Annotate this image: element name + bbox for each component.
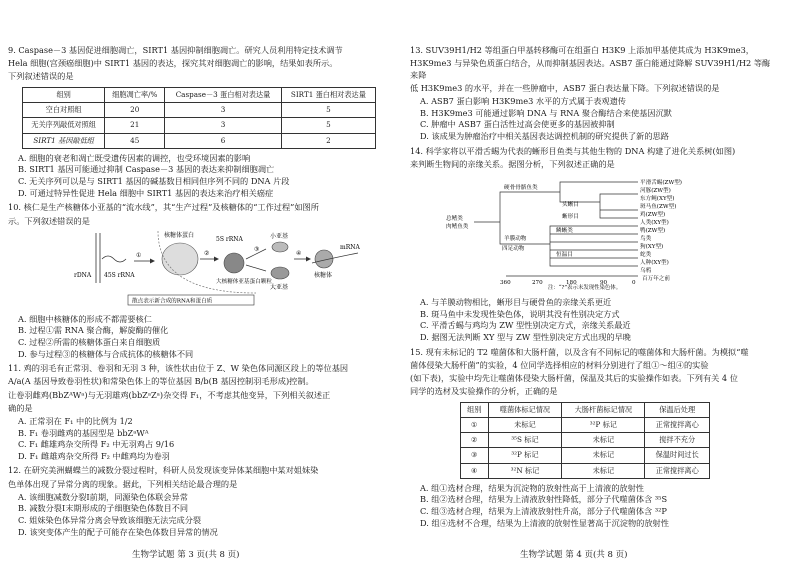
q10-option-a: A. 细胞中核糖体的形成不都需要核仁 — [18, 313, 152, 324]
q13-option-c: C. 肿瘤中 ASB7 蛋白活性过高会使更多的基因被抑制 — [420, 119, 615, 130]
table-row — [23, 118, 376, 133]
question-9 — [8, 45, 376, 199]
taxon-label: 斑马鱼(ZW型) — [640, 204, 677, 211]
left-page-footer: 生物学试题 第 3 页(共 8 页) — [132, 550, 240, 560]
table-header: 大肠杆菌标记情况 — [562, 402, 645, 417]
q12-option-d: D. 该突变体产生的配子可能存在染色体数目异常的情况 — [18, 526, 218, 537]
q15-table — [460, 402, 710, 479]
table-cell: 20 — [105, 103, 165, 118]
table-row — [461, 448, 710, 463]
table-row — [461, 417, 710, 432]
tree-root-label: 总鳍类 — [446, 216, 463, 223]
figure-caption: 注：“?”表示未发现性染色体。 — [548, 285, 622, 291]
table-cell: 搅拌不充分 — [645, 433, 710, 448]
table-header: 组别 — [461, 402, 489, 417]
rrna45s-label: 45S rRNA — [104, 272, 135, 280]
small-subunit-label: 小亚基 — [270, 233, 289, 241]
table-cell: SIRT1 基因敲低组 — [23, 133, 105, 148]
large-subunit-shape — [271, 267, 289, 279]
table-cell: 未标记 — [562, 433, 645, 448]
q14-figure — [410, 172, 778, 294]
q13-option-d: D. 该成果为肿瘤治疗中相关基因表达调控机制的研究提供了新的思路 — [420, 130, 669, 141]
table-cell: 45 — [105, 133, 165, 148]
table-cell: 未标记 — [488, 417, 562, 432]
question-11 — [8, 363, 376, 462]
q11-option-a: A. 正常羽在 F₁ 中的比例为 1/2 — [18, 415, 133, 426]
q15-option-c: C. 组③选材合理，结果为上清液放射性升高，部分子代噬菌体含 ³²P — [420, 506, 667, 517]
tree-group-label: 四足动物 — [502, 246, 525, 253]
q9-option-d: D. 可通过特异性促进 Hela 细胞中 SIRT1 基因的表达来治疗相关癌症 — [18, 187, 274, 198]
table-cell: 保温时间过长 — [645, 448, 710, 463]
table-header: SIRT1 蛋白相对表达量 — [281, 87, 375, 102]
q12-option-b: B. 减数分裂Ⅰ末期形成的子细胞染色体数目不同 — [18, 503, 189, 514]
axis-tick: 0 — [632, 280, 636, 287]
q12-option-a: A. 该细胞减数分裂Ⅰ前期，同源染色体联会异常 — [18, 491, 188, 502]
table-cell: 正常搅拌离心 — [645, 463, 710, 478]
q11-stem: 确的是 — [8, 402, 33, 413]
q15-option-d: D. 组④选材不合理，结果为上清液的放射性显著高于沉淀物的放射性 — [420, 517, 669, 528]
q10-option-d: D. 参与过程③的核糖体与合成抗体的核糖体不同 — [18, 348, 194, 359]
nucleolus-shape — [162, 243, 198, 275]
taxon-label: 东方鲀(XY型) — [640, 196, 675, 203]
axis-unit: 百万年之前 — [642, 276, 670, 283]
step-2-label: ② — [204, 250, 210, 258]
axis-tick: 90 — [600, 280, 608, 287]
table-cell: 无关序列敲低对照组 — [23, 118, 105, 133]
table-row — [23, 103, 376, 118]
taxon-label: 河豚(ZW型) — [640, 188, 671, 195]
q11-stem: 11. 鸡的羽毛有正常羽、卷羽和无羽 3 种，该性状由位于 Z、W 染色体同源区段上的等位基因 — [8, 363, 349, 374]
taxon-label: 蛇类 — [640, 252, 652, 259]
q12-stem: 色单体出现了异常分离的现象。据此，下列相关结论最合理的是 — [8, 478, 238, 489]
table-header: 细胞凋亡率/% — [105, 87, 165, 102]
taxon-label: 狗(XY型) — [640, 244, 664, 251]
phylogenetic-tree — [410, 172, 778, 290]
table-cell: 5 — [281, 118, 375, 133]
step-4-label: ④ — [296, 250, 302, 258]
taxon-label: 鸟类 — [640, 236, 652, 243]
table-cell: 空白对照组 — [23, 103, 105, 118]
table-cell: ① — [461, 417, 489, 432]
q9-stem: Hela 细胞(宫颈癌细胞)中 SIRT1 基因的表达，探究其对细胞凋亡的影响，结果如表所示。 — [8, 58, 338, 69]
q11-stem: 让卷羽雌鸡(BbZᴬWᵃ)与无羽雄鸡(bbZᵃZᵃ)杂交得 F₁，不考虑其他变异，下列相关叙述正 — [8, 389, 331, 400]
tree-group-label: 恒温目 — [556, 252, 573, 259]
q13-stem: 13. SUV39H1/H2 等组蛋白甲基转移酶可在组蛋白 H3K9 上添加甲基使其成为 H3K9me3， — [410, 45, 754, 55]
question-14 — [410, 146, 778, 344]
q15-option-a: A. 组①选材合理，结果为沉淀物的放射性高于上清液的放射性 — [420, 482, 644, 493]
table-row — [461, 463, 710, 478]
table-cell: ³⁵S 标记 — [488, 433, 562, 448]
q12-stem: 12. 在研究美洲蝴蝶兰的减数分裂过程时，科研人员发现该变异体某细胞中某对姐妹染 — [8, 465, 319, 476]
ribosome-diagram — [8, 229, 376, 307]
table-cell: ③ — [461, 448, 489, 463]
ribosome-label: 核糖体 — [314, 272, 333, 280]
left-page — [8, 42, 376, 538]
tree-group-label: 羊膜动物 — [504, 236, 527, 243]
q13-option-a: A. ASB7 蛋白影响 H3K9me3 水平的方式属于表观遗传 — [420, 96, 626, 107]
table-cell: 2 — [281, 133, 375, 148]
tree-group-label: 肉鳍鱼类 — [446, 224, 469, 231]
table-cell: 未标记 — [562, 463, 645, 478]
axis-tick: 270 — [532, 280, 543, 287]
table-row — [461, 433, 710, 448]
table-cell: 6 — [165, 133, 282, 148]
q9-stem: 下列叙述错误的是 — [8, 71, 74, 82]
right-page-footer: 生物学试题 第 4 页(共 8 页) — [520, 550, 628, 560]
tree-taxa — [640, 178, 682, 274]
table-cell: ³²P 标记 — [488, 448, 562, 463]
question-13 — [410, 45, 778, 143]
q12-option-c: C. 姐妹染色体异常分离会导致该细胞无法完成分裂 — [18, 515, 202, 526]
q15-stem: 同学的选材及实验操作的分析，正确的是 — [410, 386, 558, 397]
q14-option-c: C. 平滑舌蜴与鸡均为 ZW 型性别决定方式，亲缘关系最近 — [420, 320, 631, 331]
taxon-label: 人种(XY型) — [640, 260, 669, 267]
table-header: 组别 — [23, 87, 105, 102]
q14-stem: 14. 科学家将以平滑舌蜴为代表的蜥形目鱼类与其他生物的 DNA 构建了进化关系树(如图) — [410, 145, 736, 156]
table-cell: 正常搅拌离心 — [645, 417, 710, 432]
rdna-label: rDNA — [74, 272, 92, 280]
table-cell: 3 — [165, 118, 282, 133]
table-header: Caspase－3 蛋白相对表达量 — [165, 87, 282, 102]
q14-stem: 来判断生物间的亲缘关系。据图分析，下列叙述正确的是 — [410, 158, 615, 169]
mrna-label: mRNA — [340, 244, 360, 252]
figure-caption: 散点表示新合成的RNA和蛋白质 — [132, 298, 213, 305]
q14-option-a: A. 与羊膜动物相比，蜥形目与硬骨鱼的亲缘关系更近 — [420, 297, 612, 308]
q15-stem: 15. 现有未标记的 T2 噬菌体和大肠杆菌，以及含有不同标记的噬菌体和大肠杆菌。为模拟“噬 — [410, 346, 749, 357]
q13-stem: H3K9me3 与异染色质蛋白结合，从而抑制基因表达。ASB7 蛋白能通过降解 SUV39H1/H2 等酶来降 — [410, 58, 771, 80]
q10-figure — [8, 229, 376, 311]
table-header: 保温后处理 — [645, 402, 710, 417]
table-cell: 3 — [165, 103, 282, 118]
table-header: 噬菌体标记情况 — [488, 402, 562, 417]
q13-stem: 低 H3K9me3 的水平，并在一些肿瘤中，ASB7 蛋白表达量下降。下列叙述错误的是 — [410, 82, 720, 93]
axis-tick: 360 — [500, 280, 511, 287]
rdna-strand — [102, 256, 126, 262]
taxon-label: 人类(XY型) — [640, 220, 669, 227]
table-header-row — [23, 87, 376, 102]
q10-stem: 示。下列叙述错误的是 — [8, 215, 90, 226]
tree-group-label: 头蜥目 — [562, 202, 579, 209]
large-subunit-label: 大亚基 — [270, 284, 289, 292]
step-1-label: ① — [136, 252, 142, 260]
table-cell: ④ — [461, 463, 489, 478]
small-subunit-shape — [272, 242, 288, 252]
tree-group-label: 鳞蜥类 — [556, 228, 573, 235]
step-3-label: ③ — [254, 246, 260, 254]
table-header-row — [461, 402, 710, 417]
question-15 — [410, 347, 778, 530]
q15-option-b: B. 组②选材合理，结果为上清液放射性降低，部分子代噬菌体含 ³⁵S — [420, 494, 668, 505]
q10-option-c: C. 过程②所需的核糖体蛋白来自细胞质 — [18, 337, 161, 348]
q11-option-d: D. F₁ 雌雄鸡杂交所得 F₂ 中雌鸡均为卷羽 — [18, 450, 170, 461]
table-cell: ³²N 标记 — [488, 463, 562, 478]
q15-stem: (如下表)，实验中均先让噬菌体侵染大肠杆菌，保温及其后的实验操作如表。下列有关 4 位 — [410, 372, 738, 383]
table-cell: 21 — [105, 118, 165, 133]
axis-tick: 180 — [566, 280, 577, 287]
question-12 — [8, 465, 376, 538]
q11-option-c: C. F₁ 雌雄鸡杂交所得 F₂ 中无羽鸡占 9/16 — [18, 439, 175, 450]
taxon-label: 鸡(ZW型) — [640, 212, 666, 219]
rrna5s-label: 5S rRNA — [216, 236, 243, 244]
table-row — [23, 133, 376, 148]
q9-stem: 9. Caspase－3 基因促进细胞凋亡，SIRT1 基因抑制细胞凋亡。研究人员利用特定技术调节 — [8, 45, 343, 55]
q9-table — [22, 87, 376, 149]
precursor-particle — [224, 253, 244, 273]
table-cell: ② — [461, 433, 489, 448]
table-cell: ³²P 标记 — [562, 417, 645, 432]
taxon-label: 鸭(ZW型) — [640, 228, 666, 235]
ribosomal-protein-label: 核糖体蛋白 — [164, 232, 195, 240]
table-cell: 未标记 — [562, 448, 645, 463]
right-page — [410, 42, 778, 529]
q11-stem: A/a(A 基因导致卷羽性状)和常染色体上的等位基因 B/b(B 基因控制羽毛形成)控制。 — [8, 376, 314, 387]
taxon-label: 乌鸦 — [640, 268, 652, 275]
precursor-label: 大核糖体亚基蛋白颗粒 — [216, 279, 272, 286]
table-cell: 5 — [281, 103, 375, 118]
q9-option-c: C. 无关序列可以是与 SIRT1 基因的碱基数目相同但序列不同的 DNA 片段 — [18, 176, 290, 187]
q14-option-b: B. 斑马鱼中未发现性染色体，说明其没有性别决定方式 — [420, 308, 620, 319]
q10-option-b: B. 过程①需 RNA 聚合酶，解旋酶的催化 — [18, 325, 169, 336]
q15-stem: 菌体侵染大肠杆菌”的实验，4 位同学选择相应的材料分别进行了组①～组④的实验 — [410, 359, 709, 370]
q10-stem: 10. 核仁是生产核糖体小亚基的“流水线”，其“生产过程”及核糖体的“工作过程”如图所 — [8, 202, 319, 213]
tree-group-label: 蜥形目 — [562, 214, 579, 221]
question-10 — [8, 202, 376, 360]
q11-option-b: B. F₁ 卷羽雌鸡的基因型是 bbZᵃWᴬ — [18, 427, 149, 438]
q9-option-b: B. SIRT1 基因可能通过抑制 Caspase－3 基因的表达来抑制细胞凋亡 — [18, 164, 275, 175]
q9-option-a: A. 细胞的衰老和凋亡既受遗传因素的调控，也受环境因素的影响 — [18, 152, 251, 163]
tree-group-label: 硬骨骨骼鱼类 — [504, 185, 538, 192]
q14-option-d: D. 据图无法判断 XY 型与 ZW 型性别决定方式出现的早晚 — [420, 331, 631, 342]
q13-option-b: B. H3K9me3 可能通过影响 DNA 与 RNA 聚合酶结合来使基因沉默 — [420, 107, 672, 118]
taxon-label: 平滑舌蜴(ZW型) — [640, 180, 682, 187]
